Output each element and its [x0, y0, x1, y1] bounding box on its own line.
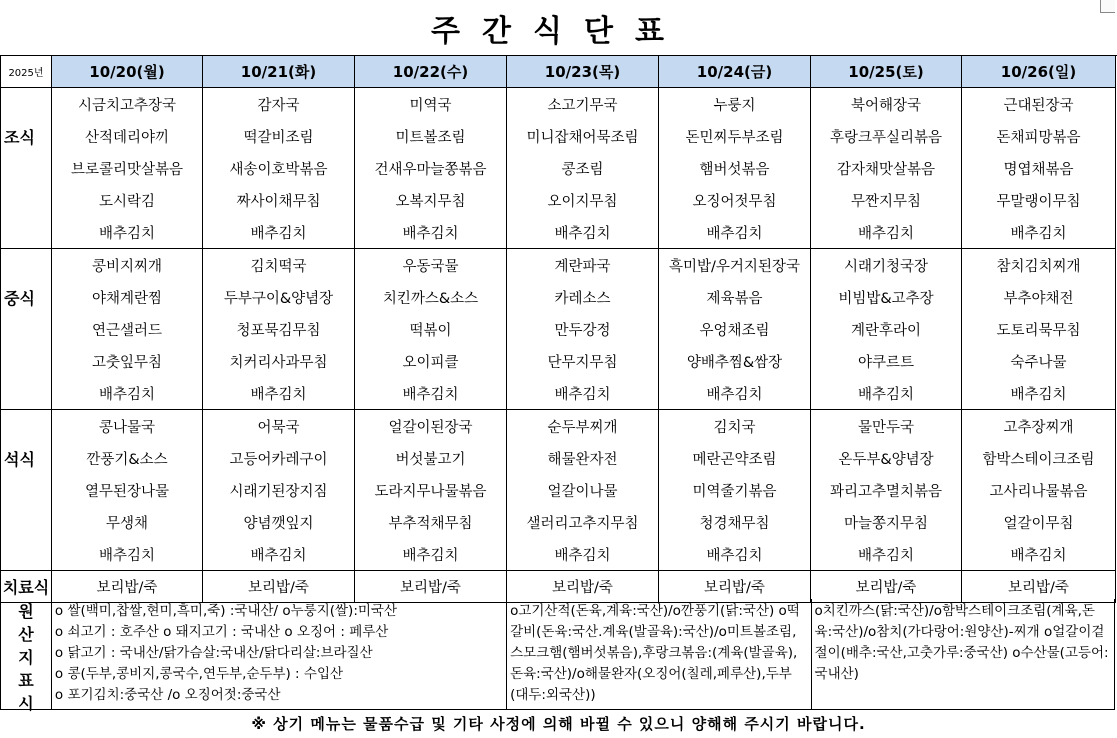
year-label: 2025년: [1, 56, 52, 88]
menu-cell: 배추김치: [507, 538, 659, 571]
menu-cell: 감자채맛살볶음: [811, 152, 962, 184]
menu-cell: 미니잡채어묵조림: [507, 120, 659, 152]
menu-cell: 도라지무나물볶음: [355, 474, 507, 506]
menu-cell: 무말랭이무침: [962, 184, 1116, 216]
menu-body: [1, 88, 1116, 603]
menu-cell: 새송이호박볶음: [203, 152, 355, 184]
menu-row: [1, 281, 1116, 313]
menu-cell: 미역국: [355, 88, 507, 121]
menu-cell: 김치국: [659, 410, 811, 443]
therapy-cell: 보리밥/죽: [203, 571, 355, 603]
origin-column-2: [507, 599, 811, 709]
menu-cell: 배추김치: [962, 377, 1116, 410]
origin-line: o 닭고기 : 국내산/닭가슴살:국내산/닭다리살:브라질산: [54, 645, 373, 661]
menu-cell: 물만두국: [811, 410, 962, 443]
menu-cell: 야채계란찜: [52, 281, 203, 313]
date-header: 10/25(토): [811, 56, 962, 88]
meal-label-spacer: [1, 313, 52, 345]
page-title: 주간식단표: [0, 0, 1117, 56]
menu-cell: 연근샐러드: [52, 313, 203, 345]
origin-label-char: 시: [18, 694, 34, 713]
menu-cell: 고추장찌개: [962, 410, 1116, 443]
menu-row: [1, 184, 1116, 216]
menu-cell: 배추김치: [203, 216, 355, 249]
menu-row: [1, 345, 1116, 377]
menu-cell: 흑미밥/우거지된장국: [659, 249, 811, 282]
therapy-cell: 보리밥/죽: [507, 571, 659, 603]
menu-cell: 배추김치: [962, 216, 1116, 249]
meal-label-spacer: [1, 152, 52, 184]
menu-cell: 우동국물: [355, 249, 507, 282]
menu-cell: 배추김치: [811, 538, 962, 571]
menu-cell: 시래기된장지짐: [203, 474, 355, 506]
meal-label-spacer: [1, 184, 52, 216]
menu-cell: 깐풍기&소스: [52, 442, 203, 474]
meal-label-spacer: [1, 538, 52, 571]
menu-cell: 오징어젓무침: [659, 184, 811, 216]
origin-label-char: 산: [18, 625, 34, 644]
menu-cell: 도시락김: [52, 184, 203, 216]
menu-cell: 숙주나물: [962, 345, 1116, 377]
menu-cell: 김치떡국: [203, 249, 355, 282]
menu-cell: 짜사이채무침: [203, 184, 355, 216]
menu-cell: 어묵국: [203, 410, 355, 443]
menu-cell: 배추김치: [355, 538, 507, 571]
menu-cell: 햄버섯볶음: [659, 152, 811, 184]
menu-cell: 북어해장국: [811, 88, 962, 121]
menu-cell: 함박스테이크조림: [962, 442, 1116, 474]
menu-cell: 계란후라이: [811, 313, 962, 345]
menu-cell: 배추김치: [203, 377, 355, 410]
menu-cell: 소고기무국: [507, 88, 659, 121]
origin-label-char: 표: [18, 671, 34, 690]
menu-cell: 배추김치: [355, 377, 507, 410]
menu-cell: 브로콜리맛살볶음: [52, 152, 203, 184]
menu-cell: 배추김치: [659, 377, 811, 410]
date-header: 10/26(일): [962, 56, 1116, 88]
menu-cell: 배추김치: [811, 377, 962, 410]
date-header: 10/22(수): [355, 56, 507, 88]
menu-cell: 돈민찌두부조림: [659, 120, 811, 152]
menu-cell: 명엽채볶음: [962, 152, 1116, 184]
menu-cell: 참치김치찌개: [962, 249, 1116, 282]
meal-label-spacer: [1, 249, 52, 282]
menu-cell: 청경채무침: [659, 506, 811, 538]
menu-cell: 감자국: [203, 88, 355, 121]
menu-cell: 미역줄기볶음: [659, 474, 811, 506]
menu-cell: 배추김치: [659, 538, 811, 571]
origin-section: [0, 599, 1115, 713]
notice-text: ※ 상기 메뉴는 물품수급 및 기타 사정에 의해 바뀔 수 있으니 양해해 주시기 바랍니다.: [251, 714, 866, 733]
menu-cell: 산적데리야끼: [52, 120, 203, 152]
menu-row: [1, 377, 1116, 410]
menu-row: [1, 216, 1116, 249]
meal-label: 석식: [1, 442, 52, 474]
therapy-label: 치료식: [1, 571, 52, 603]
date-header: 10/21(화): [203, 56, 355, 88]
menu-row: [1, 506, 1116, 538]
menu-cell: 배추김치: [811, 216, 962, 249]
menu-row: [1, 410, 1116, 443]
menu-cell: 얼갈이무침: [962, 506, 1116, 538]
menu-cell: 후랑크푸실리볶음: [811, 120, 962, 152]
date-header: 10/23(목): [507, 56, 659, 88]
meal-label-spacer: [1, 88, 52, 121]
origin-line: o 쇠고기 : 호주산 o 돼지고기 : 국내산 o 오징어 : 페루산: [54, 624, 389, 640]
menu-row: [1, 88, 1116, 121]
menu-cell: 만두강정: [507, 313, 659, 345]
menu-cell: 콩비지찌개: [52, 249, 203, 282]
origin-line: o 포기김치:중국산 /o 오징어젓:중국산: [54, 687, 281, 703]
menu-cell: 단무지무침: [507, 345, 659, 377]
menu-table: [0, 55, 1116, 603]
menu-cell: 배추김치: [355, 216, 507, 249]
menu-cell: 돈채피망볶음: [962, 120, 1116, 152]
meal-label-spacer: [1, 377, 52, 410]
menu-cell: 고등어카레구이: [203, 442, 355, 474]
menu-cell: 배추김치: [52, 216, 203, 249]
menu-cell: 콩나물국: [52, 410, 203, 443]
menu-cell: 오복지무침: [355, 184, 507, 216]
menu-cell: 배추김치: [962, 538, 1116, 571]
menu-cell: 마늘쫑지무침: [811, 506, 962, 538]
menu-cell: 부추적채무침: [355, 506, 507, 538]
menu-cell: 얼갈이된장국: [355, 410, 507, 443]
meal-label-spacer: [1, 474, 52, 506]
menu-row: [1, 313, 1116, 345]
menu-cell: 계란파국: [507, 249, 659, 282]
menu-cell: 배추김치: [659, 216, 811, 249]
menu-cell: 샐러리고추지무침: [507, 506, 659, 538]
menu-row: [1, 120, 1116, 152]
meal-label: 중식: [1, 281, 52, 313]
therapy-cell: 보리밥/죽: [659, 571, 811, 603]
menu-cell: 해물완자전: [507, 442, 659, 474]
menu-cell: 열무된장나물: [52, 474, 203, 506]
menu-row: [1, 249, 1116, 282]
menu-cell: 시금치고추장국: [52, 88, 203, 121]
menu-cell: 배추김치: [52, 377, 203, 410]
menu-cell: 도토리묵무침: [962, 313, 1116, 345]
menu-cell: 배추김치: [203, 538, 355, 571]
menu-cell: 꽈리고추멸치볶음: [811, 474, 962, 506]
origin-label: [0, 599, 52, 713]
origin-text: o치킨까스(닭:국산)/o함박스테이크조림(계육,돈육:국산)/o참치(가다랑어:원양산)-찌개 o얼갈이겉절이(배추:국산,고춧가루:중국산) o수산물(고등어:국내산): [814, 603, 1109, 682]
menu-cell: 제육볶음: [659, 281, 811, 313]
menu-cell: 두부구이&양념장: [203, 281, 355, 313]
menu-cell: 고춧잎무침: [52, 345, 203, 377]
menu-cell: 고사리나물볶음: [962, 474, 1116, 506]
menu-cell: 근대된장국: [962, 88, 1116, 121]
menu-cell: 오이지무침: [507, 184, 659, 216]
date-header: 10/24(금): [659, 56, 811, 88]
date-header-row: [1, 56, 1116, 88]
origin-line: o 콩(두부,콩비지,콩국수,연두부,순두부) : 수입산: [54, 666, 344, 682]
menu-cell: 미트볼조림: [355, 120, 507, 152]
menu-row: [1, 442, 1116, 474]
menu-cell: 치커리사과무침: [203, 345, 355, 377]
therapy-cell: 보리밥/죽: [355, 571, 507, 603]
origin-line: o 쌀(백미,찹쌀,현미,흑미,죽) :국내산/ o누룽지(쌀):미국산: [54, 603, 397, 619]
menu-cell: 순두부찌개: [507, 410, 659, 443]
meal-label-spacer: [1, 506, 52, 538]
menu-cell: 배추김치: [52, 538, 203, 571]
menu-cell: 우엉채조림: [659, 313, 811, 345]
menu-cell: 양배추찜&쌈장: [659, 345, 811, 377]
menu-cell: 건새우마늘쫑볶음: [355, 152, 507, 184]
menu-cell: 무짠지무침: [811, 184, 962, 216]
origin-text: o고기산적(돈육,계육:국산)/o깐풍기(닭:국산) o떡갈비(돈육:국산.계육(발골육):국산)/o미트볼조림,스모크햄(햄버섯볶음),후랑크볶음:(계육(발골육),돈육:국산)/o해물완자(오징어(칠레,페루산),두부(대두:외국산)): [510, 603, 800, 703]
origin-label-char: 원: [18, 602, 34, 621]
menu-cell: 떡갈비조림: [203, 120, 355, 152]
menu-cell: 누룽지: [659, 88, 811, 121]
menu-cell: 카레소스: [507, 281, 659, 313]
therapy-cell: 보리밥/죽: [962, 571, 1116, 603]
menu-cell: 버섯불고기: [355, 442, 507, 474]
meal-label-spacer: [1, 216, 52, 249]
menu-cell: 메란곤약조림: [659, 442, 811, 474]
therapy-cell: 보리밥/죽: [811, 571, 962, 603]
menu-row: [1, 474, 1116, 506]
menu-cell: 야쿠르트: [811, 345, 962, 377]
menu-cell: 비빔밥&고추장: [811, 281, 962, 313]
menu-cell: 떡볶이: [355, 313, 507, 345]
menu-cell: 무생채: [52, 506, 203, 538]
menu-cell: 배추김치: [507, 216, 659, 249]
menu-cell: 얼갈이나물: [507, 474, 659, 506]
meal-label-spacer: [1, 410, 52, 443]
resize-corner-icon: [1100, 0, 1115, 13]
origin-column-3: [812, 599, 1115, 709]
therapy-row: [1, 571, 1116, 603]
menu-row: [1, 152, 1116, 184]
menu-cell: 치킨까스&소스: [355, 281, 507, 313]
date-header: 10/20(월): [52, 56, 203, 88]
menu-cell: 청포묵김무침: [203, 313, 355, 345]
menu-row: [1, 538, 1116, 571]
menu-cell: 양념깻잎지: [203, 506, 355, 538]
menu-cell: 배추김치: [507, 377, 659, 410]
meal-label: 조식: [1, 120, 52, 152]
origin-label-char: 지: [18, 648, 34, 667]
meal-label-spacer: [1, 345, 52, 377]
menu-cell: 콩조림: [507, 152, 659, 184]
therapy-cell: 보리밥/죽: [52, 571, 203, 603]
menu-cell: 온두부&양념장: [811, 442, 962, 474]
menu-cell: 부추야채전: [962, 281, 1116, 313]
menu-cell: 오이피클: [355, 345, 507, 377]
menu-cell: 시래기청국장: [811, 249, 962, 282]
origin-column-1: [52, 599, 507, 709]
